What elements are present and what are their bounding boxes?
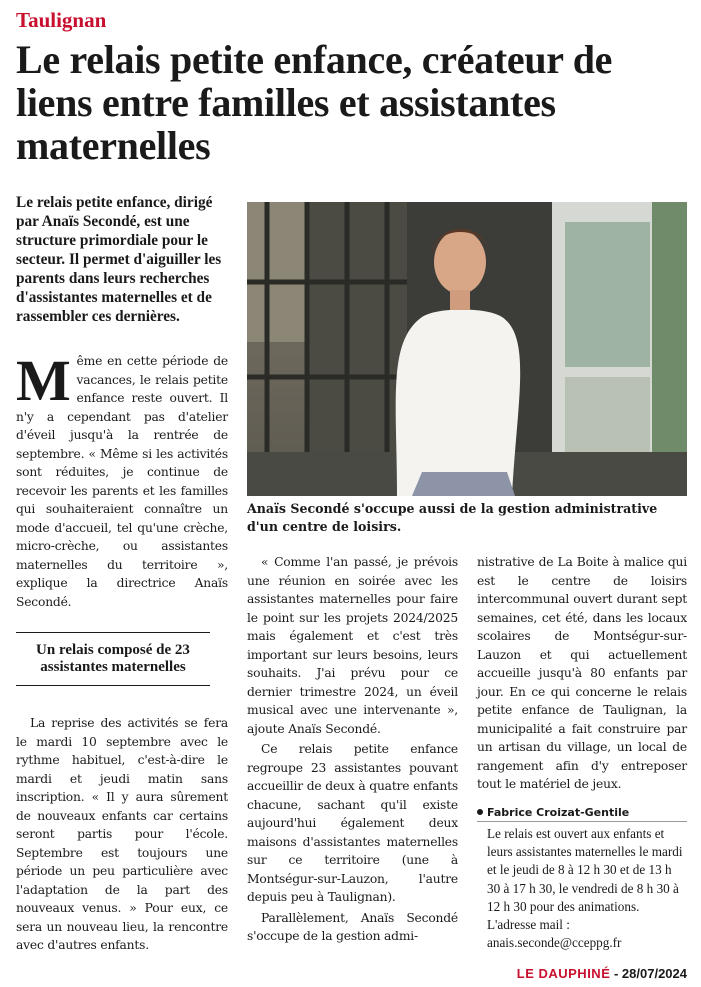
publication-date: - 28/07/2024	[610, 966, 687, 981]
practical-info: Le relais est ouvert aux enfants et leurs assistantes maternelles le mardi et le jeudi de 8 à 12 h 30 et de 13 h 30 à 17 h 30, le vendredi de 8 h 30 à 12 h 30 pour des animations. L'adresse mail : anais.seconde@cceppg.fr	[487, 826, 683, 951]
article-headline: Le relais petite enfance, créateur de liens entre familles et assistantes maternelles	[16, 37, 613, 168]
body-paragraph-5: Parallèlement, Anaïs Secondé s'occupe de la gestion admi-	[247, 910, 458, 943]
section-kicker: Taulignan	[16, 8, 107, 32]
body-paragraph-2: La reprise des activités se fera le mardi 10 septembre avec le rythme habituel, c'est-à-dire le mardi et jeudi matin sans inscription. « Il y aura sûrement de nouveaux enfants car certains seront partis pour l'école. Septembre est toujours une période un peu particulière avec l'adaptation de la part des nouveaux venus. » Pour eux, ce sera un nouveau lieu, la rencontre avec d'autres enfants.	[16, 716, 228, 952]
body-paragraph-6: nistrative de La Boite à malice qui est le centre de loisirs intercommunal ouvert durant sept semaines, cet été, dans les locaux scolaires de Montségur-sur-Lauzon et qui actuellement accueille jusqu'à 80 enfants par jour. En ce qui concerne le relais petite enfance de Taulignan, la municipalité a fait construire par un artisan du village, un local de rangement afin d'y entreposer tout le matériel de jeux.	[477, 555, 687, 791]
photo-illustration	[247, 202, 687, 496]
column-1-top	[16, 348, 228, 613]
column-2	[247, 553, 458, 948]
body-paragraph-3: « Comme l'an passé, je prévois une réunion en soirée avec les assistantes maternelles pour faire le point sur les projets 2024/2025 mais également et c'est très important sur leurs besoins, leurs souhaits. J'ai prévu pour ce dernier trimestre 2024, un éveil musical avec une intervenante », ajoute Anaïs Secondé.	[247, 555, 458, 736]
author-byline: Fabrice Croizat-Gentile	[477, 806, 629, 819]
body-paragraph-4: Ce relais petite enfance regroupe 23 assistantes pouvant accueillir de deux à quatre enfants chacune, sachant qu'il existe aujourd'hui également deux maisons d'assistantes maternelles sur ce territoire (une à Montségur-sur-Lauzon, l'autre depuis peu à Taulignan).	[247, 742, 458, 904]
bullet-icon	[477, 809, 483, 815]
drop-cap: M	[16, 348, 71, 413]
intertitle-box	[16, 632, 210, 686]
intertitle: Un relais composé de 23 assistantes maternelles	[36, 642, 190, 675]
photo-caption: Anaïs Secondé s'occupe aussi de la gestion administrative d'un centre de loisirs.	[247, 501, 658, 534]
article-photo	[247, 202, 687, 496]
column-3	[477, 553, 687, 796]
article-lead: Le relais petite enfance, dirigé par Anaïs Secondé, est une structure primordiale pour le secteur. Il permet d'aiguiller les parents dans leurs recherches d'assistantes maternelles et de rassembler ces dernières.	[16, 194, 222, 325]
column-1-bottom	[16, 714, 228, 957]
newspaper-brand: LE DAUPHINÉ	[516, 966, 611, 981]
body-paragraph-1: Même en cette période de vacances, le relais petite enfance reste ouvert. Il n'y a cependant pas d'atelier d'éveil jusqu'à la rentrée de septembre. « Même si les activités sont réduites, je continue de recevoir les parents et les familles qui souhaiteraient connaître un mode d'accueil, tel qu'une crèche, micro-crèche, ou assistantes maternelles du territoire », explique la directrice Anaïs Secondé.	[16, 348, 228, 609]
page-footer	[517, 966, 687, 981]
info-box	[477, 821, 687, 952]
